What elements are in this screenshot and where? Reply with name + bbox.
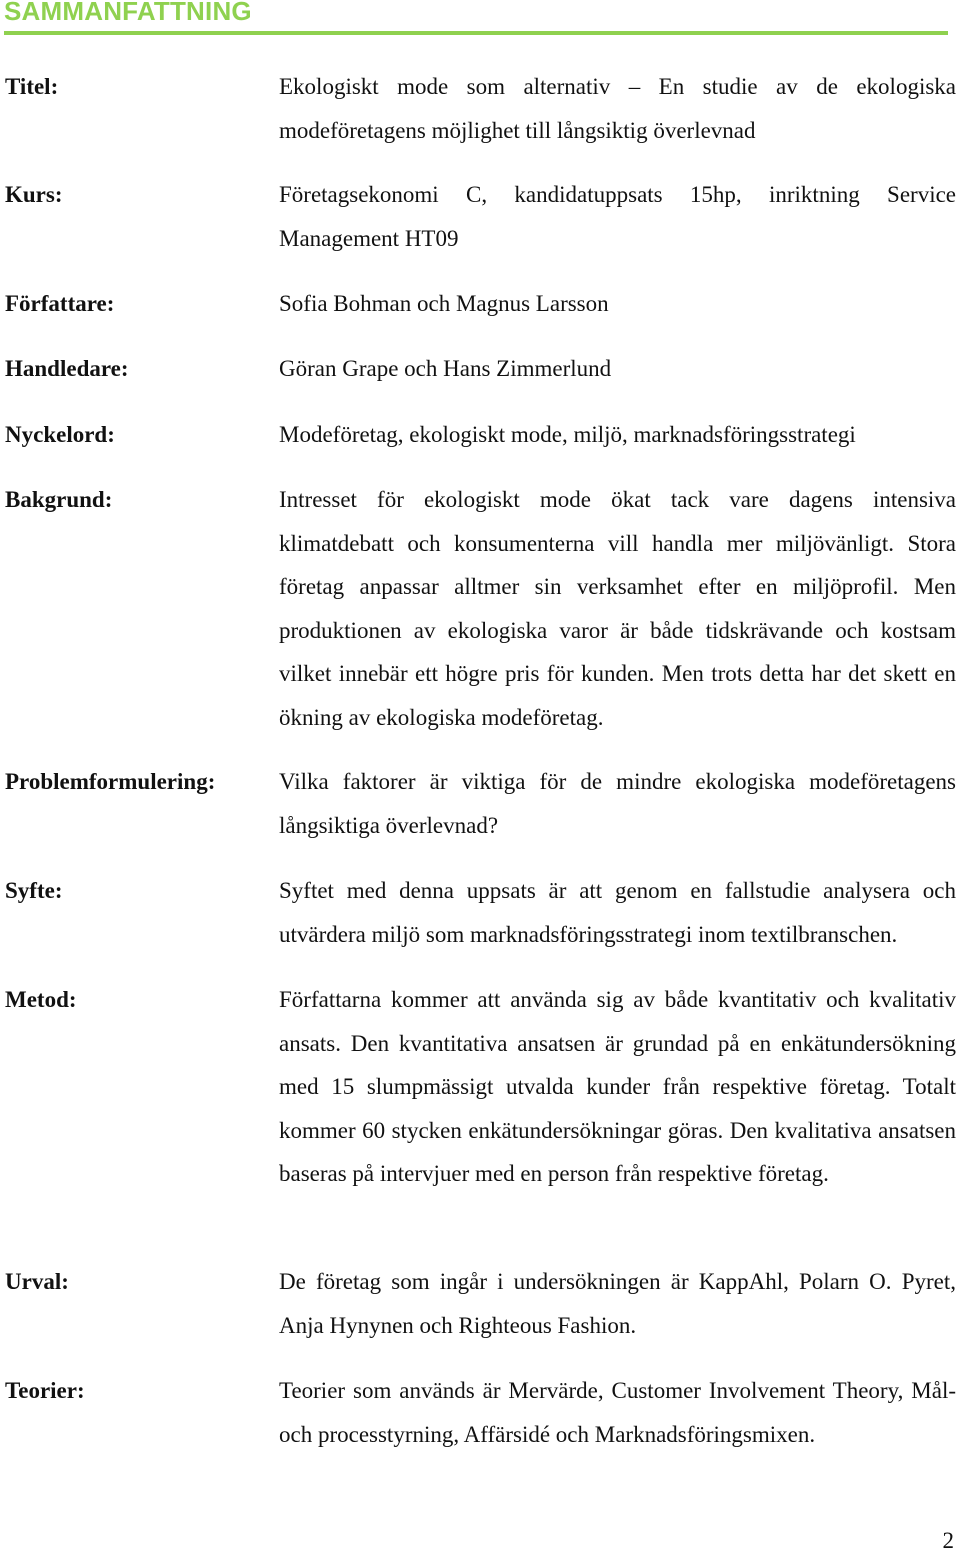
field-label-problemformulering: Problemformulering:	[5, 769, 216, 794]
field-value-teorier: Teorier som används är Mervärde, Customer Involvement Theory, Mål- och processtyrning, Affärsidé och Marknadsföringsmixen.	[279, 1378, 956, 1447]
field-label-handledare: Handledare:	[5, 356, 129, 381]
field-value-problemformulering: Vilka faktorer är viktiga för de mindre ekologiska modeföretagens långsiktiga överlevnad?	[279, 769, 956, 838]
field-value-titel: Ekologiskt mode som alternativ – En studie av de ekologiska modeföretagens möjlighet till långsiktig överlevnad	[279, 74, 956, 143]
field-value-kurs: Företagsekonomi C, kandidatuppsats 15hp, inriktning Service Management HT09	[279, 182, 956, 251]
field-value-nyckelord: Modeföretag, ekologiskt mode, miljö, marknadsföringsstrategi	[279, 422, 856, 447]
field-value-urval: De företag som ingår i undersökningen är KappAhl, Polarn O. Pyret, Anja Hynynen och Righteous Fashion.	[279, 1269, 956, 1338]
field-label-titel: Titel:	[5, 74, 59, 99]
field-label-metod: Metod:	[5, 987, 77, 1012]
heading-underline	[4, 31, 948, 35]
field-value-syfte: Syftet med denna uppsats är att genom en fallstudie analysera och utvärdera miljö som marknadsföringsstrategi inom textilbranschen.	[279, 878, 956, 947]
page-number: 2	[942, 1528, 954, 1553]
field-label-urval: Urval:	[5, 1269, 69, 1294]
field-label-forfattare: Författare:	[5, 291, 115, 316]
field-label-nyckelord: Nyckelord:	[5, 422, 115, 447]
section-heading: SAMMANFATTNING	[4, 0, 252, 26]
field-label-bakgrund: Bakgrund:	[5, 487, 113, 512]
field-value-handledare: Göran Grape och Hans Zimmerlund	[279, 356, 612, 381]
field-value-metod: Författarna kommer att använda sig av både kvantitativ och kvalitativ ansats. Den kvantitativa ansatsen är grundad på en enkätundersökning med 15 slumpmässigt utvalda kunder från respektive företag. Totalt kommer 60 stycken enkätundersökningar göras. Den kvalitativa ansatsen baseras på intervjuer med en person från respektive företag.	[279, 987, 956, 1186]
field-label-teorier: Teorier:	[5, 1378, 85, 1403]
field-label-syfte: Syfte:	[5, 878, 63, 903]
field-value-forfattare: Sofia Bohman och Magnus Larsson	[279, 291, 609, 316]
field-label-kurs: Kurs:	[5, 182, 63, 207]
field-value-bakgrund: Intresset för ekologiskt mode ökat tack vare dagens intensiva klimatdebatt och konsumenterna vill handla mer miljövänligt. Stora företag anpassar alltmer sin verksamhet efter en miljöprofil. Men produktionen av ekologiska varor är både tidskrävande och kostsam vilket innebär ett högre pris för kunden. Men trots detta har det skett en ökning av ekologiska modeföretag.	[279, 487, 956, 730]
